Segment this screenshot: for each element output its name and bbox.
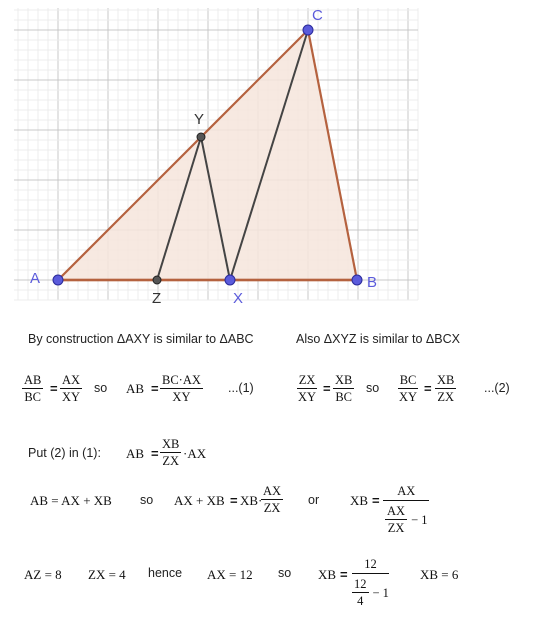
AB-sum-equation: AB = AX + XB: [30, 493, 112, 508]
AZ-value: AZ = 8: [24, 567, 62, 582]
label-C: C: [312, 7, 323, 24]
AX-value: AX = 12: [207, 567, 253, 582]
minus-one: − 1: [411, 512, 428, 527]
fraction-AX-over-complex: AX $\frac{AX}{ZX}$ − 1: [383, 484, 430, 535]
label-X: X: [233, 290, 244, 307]
so-word: so: [278, 566, 292, 580]
so-word: so: [140, 493, 154, 507]
fraction-AB-over-BC: $\frac{AB}{BC}$: [24, 373, 42, 404]
fraction-XB-over-ZX: $\frac{XB}{ZX}$: [162, 437, 180, 468]
XB-times: XB·: [240, 493, 263, 508]
or-word: or: [308, 493, 320, 507]
point-C[interactable]: [303, 25, 313, 35]
fraction-ZX-over-XY: $\frac{ZX}{XY}$: [298, 373, 317, 404]
equation-label-2: ...(2): [484, 381, 510, 395]
XB-lhs: XB: [318, 567, 337, 582]
equals-sign: =: [372, 493, 380, 508]
so-word: so: [366, 381, 380, 395]
point-Z[interactable]: [153, 276, 161, 284]
equation-label-1: ...(1): [228, 381, 254, 395]
XB-result: XB = 6: [420, 567, 459, 582]
fraction-XB-over-BC: $\frac{XB}{BC}$: [335, 373, 353, 404]
complex-denominator: [383, 501, 430, 535]
minus-one: − 1: [372, 585, 389, 600]
XB-lhs: XB: [350, 493, 369, 508]
fraction-AX-over-ZX: $\frac{AX}{ZX}$: [263, 484, 282, 515]
equals-sign: =: [50, 381, 58, 396]
point-A[interactable]: [53, 275, 63, 285]
equals-sign: =: [230, 493, 238, 508]
fraction-AX-over-XY: $\frac{AX}{XY}$: [62, 373, 81, 404]
equals-sign: =: [424, 381, 432, 396]
times-AX: ·AX: [183, 446, 207, 461]
fraction-AX-over-ZX: $\frac{AX}{ZX}$: [387, 504, 406, 535]
point-Y[interactable]: [197, 133, 205, 141]
fraction-12-over-complex: 12 $\frac{12}{4}$ − 1: [350, 557, 391, 608]
label-A: A: [30, 270, 41, 287]
equals-sign: =: [340, 567, 348, 582]
fraction-12-over-4: $\frac{12}{4}$: [354, 577, 367, 608]
put-statement: Put (2) in (1):: [28, 446, 101, 460]
ZX-value: ZX = 4: [88, 567, 126, 582]
also-statement: Also ΔXYZ is similar to ΔBCX: [296, 332, 460, 346]
hence-word: hence: [148, 566, 183, 580]
so-word: so: [94, 381, 108, 395]
equals-sign: =: [151, 381, 159, 396]
point-B[interactable]: [352, 275, 362, 285]
fraction-BCAX-over-XY: $\frac{BC\cdot AX}{XY}$: [162, 373, 201, 404]
label-B: B: [367, 274, 378, 291]
equals-sign: =: [151, 446, 159, 461]
fraction-BC-over-XY: $\frac{BC}{XY}$: [399, 373, 418, 404]
AB-lhs: AB: [126, 381, 145, 396]
AB-lhs: AB: [126, 446, 145, 461]
equals-sign: =: [323, 381, 331, 396]
label-Z: Z: [152, 290, 162, 307]
construction-statement: By construction ΔAXY is similar to ΔABC: [28, 332, 254, 346]
complex-denominator: [350, 574, 391, 608]
point-X[interactable]: [225, 275, 235, 285]
fraction-XB-over-ZX: $\frac{XB}{ZX}$: [437, 373, 455, 404]
label-Y: Y: [194, 111, 205, 128]
AX-plus-XB: AX + XB: [174, 493, 225, 508]
